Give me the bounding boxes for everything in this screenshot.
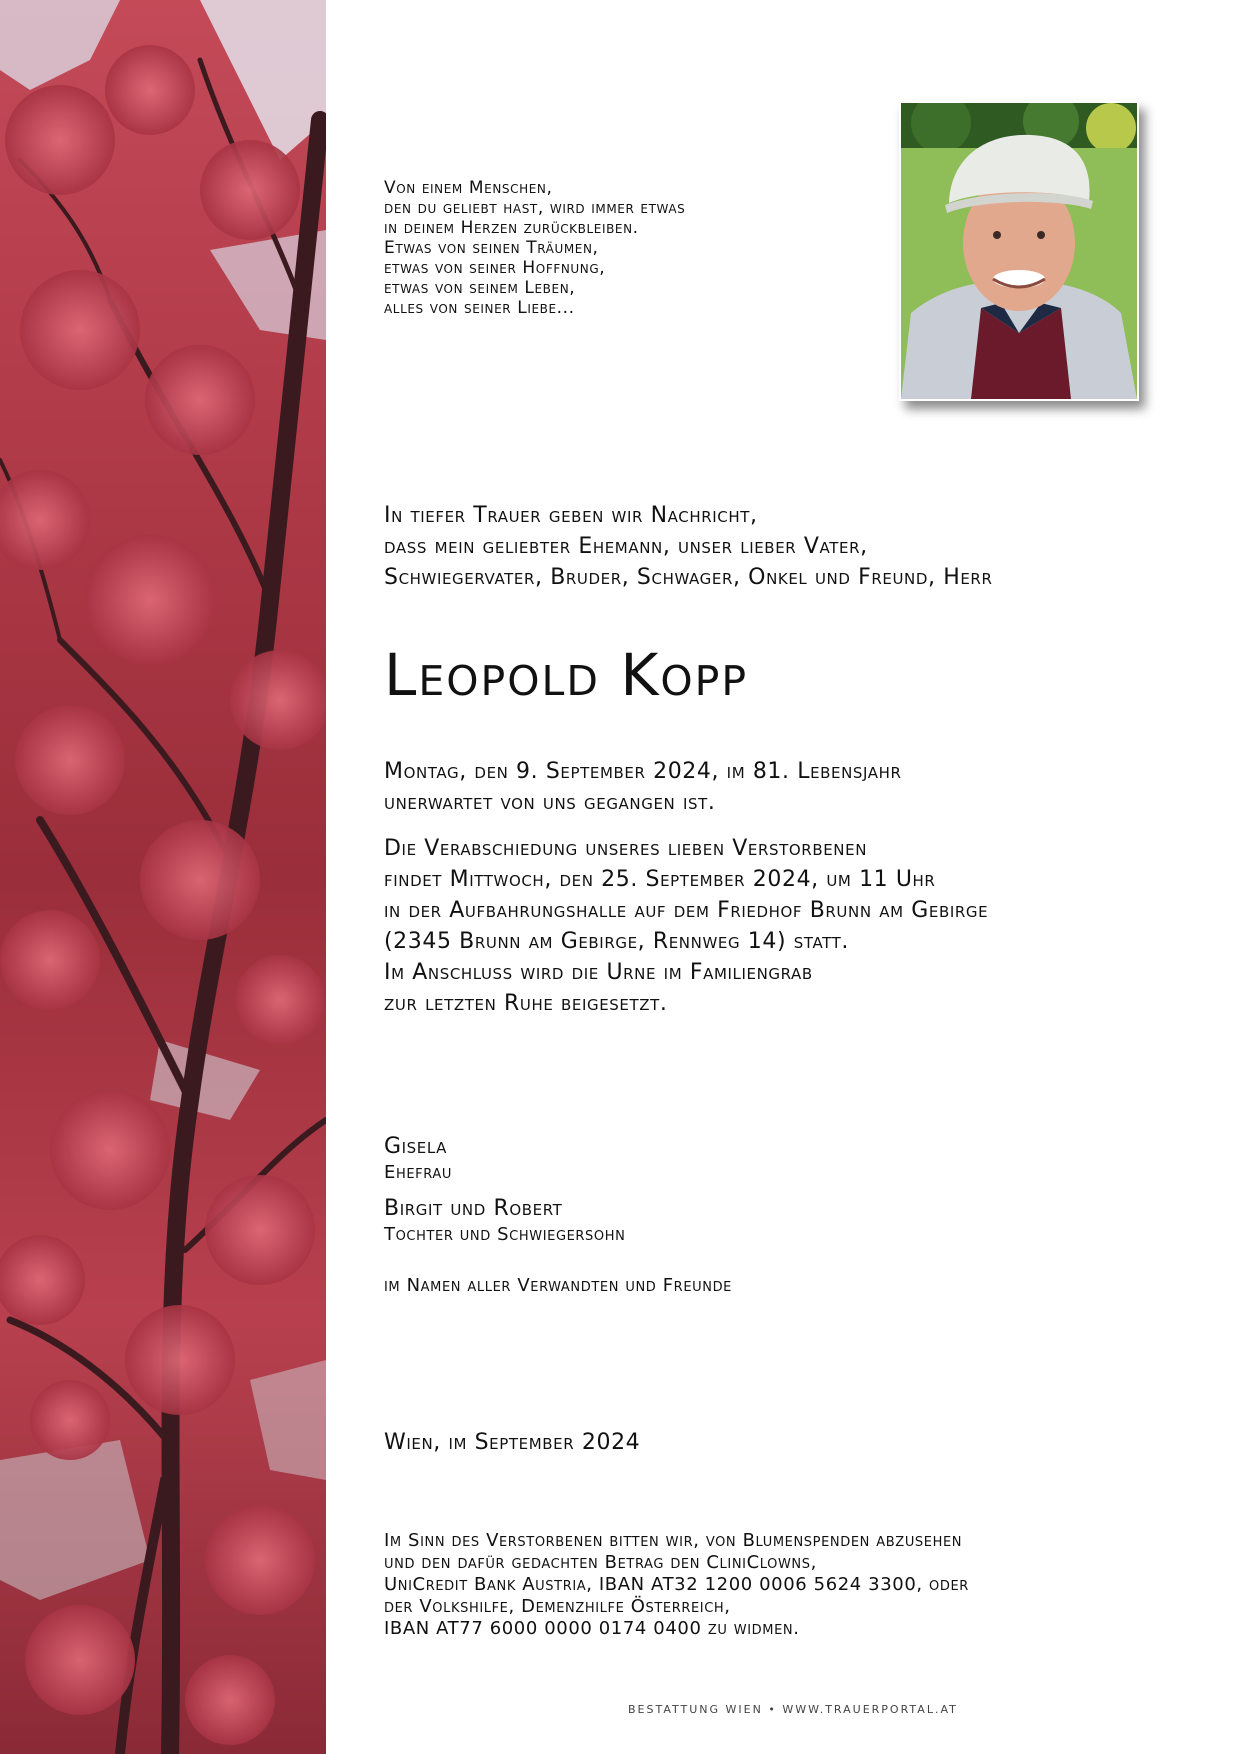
death-notice	[384, 756, 902, 818]
ceremony-line: findet Mittwoch, den 25. September 2024, um 11 Uhr	[384, 867, 936, 892]
autumn-maple-image	[0, 0, 326, 1754]
poem-line: alles von seiner Liebe...	[384, 298, 575, 318]
death-notice-line: unerwartet von uns gegangen ist.	[384, 790, 716, 815]
announcement-text	[384, 500, 1144, 593]
ceremony-line: zur letzten Ruhe beigesetzt.	[384, 991, 668, 1016]
ceremony-details	[384, 833, 988, 1019]
announcement-line: dass mein geliebter Ehemann, unser lieber Vater,	[384, 534, 868, 559]
mourner-relation: Ehefrau	[384, 1162, 452, 1183]
announcement-line: In tiefer Trauer geben wir Nachricht,	[384, 503, 758, 528]
poem-line: etwas von seiner Hoffnung,	[384, 258, 606, 278]
donation-line: und den dafür gedachten Betrag den CliniClowns,	[384, 1552, 817, 1573]
place-date: Wien, im September 2024	[384, 1430, 641, 1455]
mourner-name: Birgit und Robert	[384, 1196, 563, 1221]
deceased-name: Leopold Kopp	[384, 641, 749, 709]
maple-illustration	[0, 0, 326, 1754]
portrait-illustration	[901, 103, 1137, 399]
poem-line: Von einem Menschen,	[384, 178, 553, 198]
ceremony-line: Im Anschluss wird die Urne im Familiengrab	[384, 960, 813, 985]
donation-line: Im Sinn des Verstorbenen bitten wir, von Blumenspenden abzusehen	[384, 1530, 963, 1551]
poem-line: den du geliebt hast, wird immer etwas	[384, 198, 686, 218]
ceremony-line: (2345 Brunn am Gebirge, Rennweg 14) statt.	[384, 929, 850, 954]
portrait-photo	[899, 101, 1139, 401]
memorial-poem	[384, 178, 904, 318]
donation-line: IBAN AT77 6000 0000 0174 0400 zu widmen.	[384, 1618, 800, 1639]
ceremony-line: in der Aufbahrungshalle auf dem Friedhof Brunn am Gebirge	[384, 898, 989, 923]
footer-credit: BESTATTUNG WIEN • WWW.TRAUERPORTAL.AT	[628, 1703, 958, 1716]
ceremony-line: Die Verabschiedung unseres lieben Verstorbenen	[384, 836, 868, 861]
death-notice-line: Montag, den 9. September 2024, im 81. Lebensjahr	[384, 759, 902, 784]
poem-line: Etwas von seinen Träumen,	[384, 238, 599, 258]
relatives-note: im Namen aller Verwandten und Freunde	[384, 1275, 732, 1296]
donation-line: der Volkshilfe, Demenzhilfe Österreich,	[384, 1596, 731, 1617]
mourner-name: Gisela	[384, 1134, 448, 1159]
donation-request	[384, 1530, 1144, 1640]
donation-line: UniCredit Bank Austria, IBAN AT32 1200 0006 5624 3300, oder	[384, 1574, 969, 1595]
mourner-relation: Tochter und Schwiegersohn	[384, 1224, 626, 1245]
announcement-line: Schwiegervater, Bruder, Schwager, Onkel und Freund, Herr	[384, 565, 993, 590]
poem-line: in deinem Herzen zurückbleiben.	[384, 218, 639, 238]
poem-line: etwas von seinem Leben,	[384, 278, 576, 298]
